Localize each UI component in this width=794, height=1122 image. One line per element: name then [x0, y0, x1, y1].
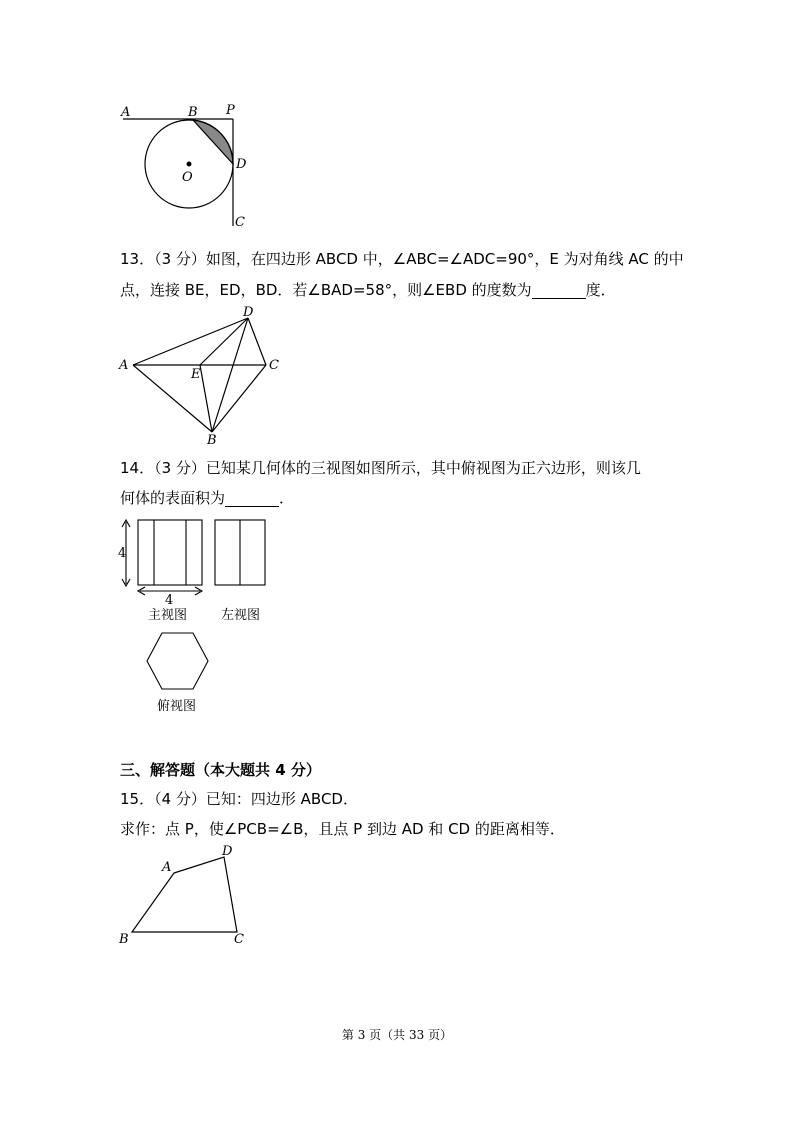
figure-quadrilateral-abcd-13: [115, 305, 290, 447]
caption-top-view: 俯视图: [157, 699, 197, 714]
caption-front-view: 主视图: [148, 608, 188, 623]
label-d: D: [243, 305, 254, 320]
label-c: C: [235, 215, 245, 230]
question-13-text: 点，连接 BE，ED，BD．若∠BAD=58°，则∠EBD 的度数为: [120, 281, 532, 299]
label-e: E: [191, 367, 201, 382]
answer-blank-14[interactable]: [225, 490, 279, 507]
label-c: C: [269, 358, 279, 373]
question-13-line2: [120, 281, 616, 299]
label-b: B: [207, 433, 217, 448]
caption-side-view: 左视图: [221, 608, 261, 623]
question-14-line1: 14．（3 分）已知某几何体的三视图如图所示，其中俯视图为正六边形，则该几: [120, 459, 641, 477]
regular-hexagon: [147, 633, 208, 689]
label-a: A: [119, 358, 129, 373]
question-14-line2: [120, 489, 294, 507]
label-d: D: [236, 157, 247, 172]
label-d: D: [222, 844, 233, 859]
question-15-line1: 15．（4 分）已知：四边形 ABCD．: [120, 790, 358, 808]
label-a: A: [121, 105, 131, 120]
figure-quadrilateral-abcd-15: [115, 843, 255, 948]
label-b: B: [119, 932, 129, 947]
answer-blank-13[interactable]: [532, 282, 586, 299]
section-title: 三、解答题（本大题共 4 分）: [120, 761, 321, 779]
figure-circle-tangents: [115, 100, 265, 235]
front-view-rect: [138, 520, 202, 585]
label-b: B: [188, 105, 198, 120]
dimension-width-label: 4: [165, 593, 174, 608]
question-15-line2: 求作：点 P，使∠PCB=∠B，且点 P 到边 AD 和 CD 的距离相等．: [120, 820, 565, 838]
center-point-o: [187, 162, 192, 167]
label-p: P: [226, 103, 235, 118]
label-o: O: [182, 170, 193, 185]
question-14-text: 何体的表面积为: [120, 489, 226, 507]
label-c: C: [234, 932, 244, 947]
label-a: A: [162, 860, 172, 875]
question-13-line1: 13．（3 分）如图，在四边形 ABCD 中，∠ABC=∠ADC=90°，E 为对角线 AC 的中: [120, 250, 684, 268]
figure-top-view-hexagon: [140, 630, 215, 692]
dimension-height-label: 4: [118, 546, 127, 561]
question-13-unit: 度．: [585, 281, 616, 299]
question-14-end: ．: [279, 489, 295, 507]
page-footer: 第 3 页（共 33 页）: [341, 1028, 453, 1042]
